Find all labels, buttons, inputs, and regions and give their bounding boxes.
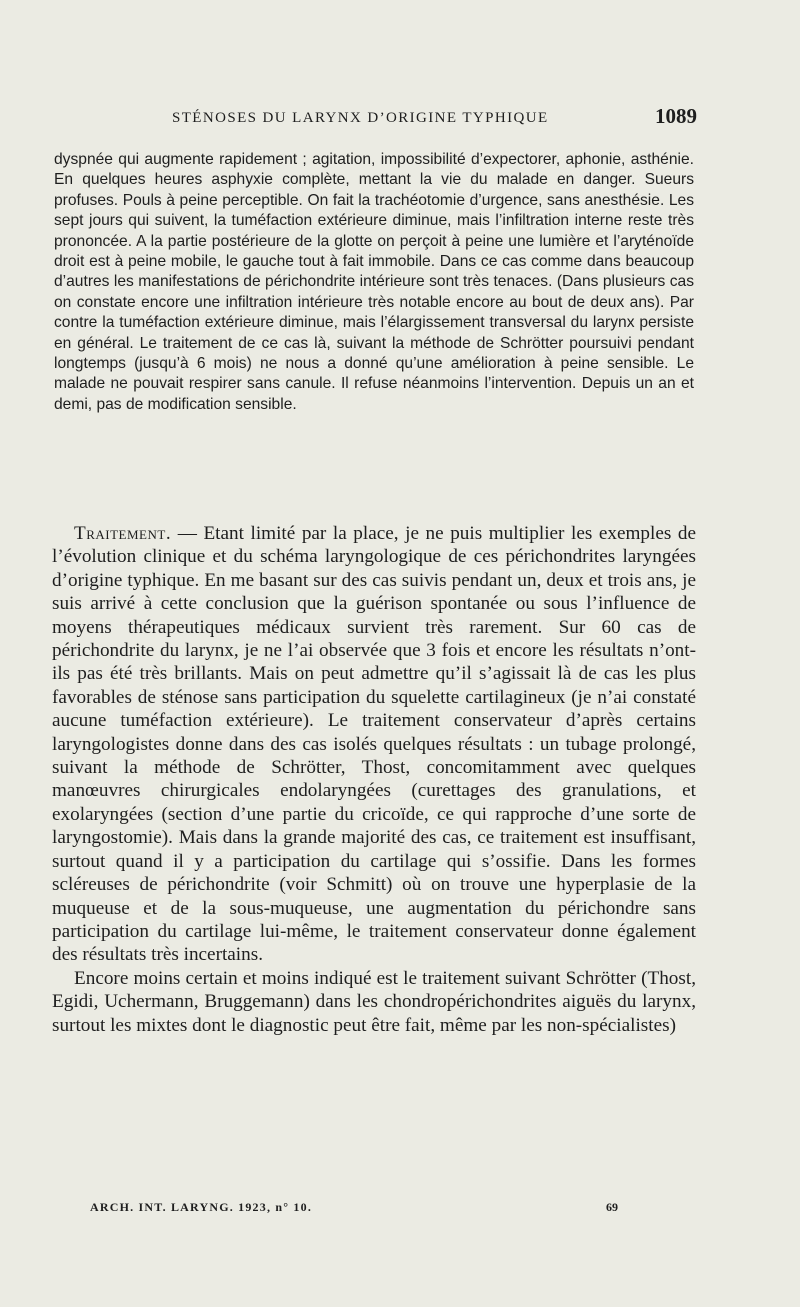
page-number: 1089 [655,104,697,128]
treatment-section [52,522,696,1037]
case-description [54,150,694,415]
page-footer [90,1200,630,1220]
journal-reference: ARCH. INT. LARYNG. 1923, n° 10. [90,1200,313,1214]
treatment-paragraph-1 [52,522,696,967]
section-heading: Traitement. [74,523,172,544]
case-paragraph: dyspnée qui augmente rapidement ; agitation, impossibilité d’expectorer, aphonie, asthénie. En quelques heures asphyxie complète, mettant la vie du malade en danger. Sueurs profuses. Pouls à peine perceptible. On fait la trachéotomie d’urgence, sans anesthésie. Les sept jours qui suivent, la tuméfaction extérieure diminue, mais l’infiltration interne reste très prononcée. A la partie postérieure de la glotte on perçoit à peine une lumière et l’aryténoïde droit est à peine mobile, le gauche tout à fait immobile. Dans ce cas comme dans beaucoup d’autres les manifestations de périchondrite intérieure sont très tenaces. (Dans plusieurs cas on constate encore une infiltration intérieure très notable encore au bout de deux ans). Par contre la tuméfaction extérieure diminue, mais l’élargissement transversal du larynx persiste en général. Le traitement de ce cas là, suivant la méthode de Schrötter poursuivi pendant longtemps (jusqu’à 6 mois) ne nous a donné qu’une amélioration à peine sensible. Le malade ne pouvait respirer sans canule. Il refuse néanmoins l’intervention. Depuis un an et demi, pas de modification sensible. [54,151,694,413]
page-header [172,104,697,132]
signature-mark: 69 [606,1200,618,1214]
treatment-paragraph-1-text: — Etant limité par la place, je ne puis multiplier les exemples de l’évolution clinique et du schéma laryngologique de ces périchondrites laryngées d’origine typhique. En me basant sur des cas suivis pendant un, deux et trois ans, je suis arrivé à cette conclusion que la guérison spontanée ou sous l’influence de moyens thérapeutiques médicaux survient très rarement. Sur 60 cas de périchondrite du larynx, je ne l’ai observée que 3 fois et encore les résultats n’ont-ils pas été très brillants. Mais on peut admettre qu’il s’agissait là de cas les plus favorables de sténose sans participation du squelette cartilagineux (je n’ai constaté aucune tuméfaction extérieure). Le traitement conservateur d’après certains laryngologistes donne dans des cas isolés quelques résultats : un tubage prolongé, suivant la méthode de Schrötter, Thost, concomitamment avec quelques manœuvres chirurgicales endolaryngées (curettages des granulations, et exolaryngées (section d’une partie du cricoïde, ce qui rapproche d’une sorte de laryngostomie). Mais dans la grande majorité des cas, ce traitement est insuffisant, surtout quand il y a participation du cartilage qui s’ossifie. Dans les formes scléreuses de périchondrite (voir Schmitt) où on trouve une hyperplasie de la muqueuse et de la sous-muqueuse, une augmentation du périchondre sans participation du cartilage lui-même, le traitement conservateur donne également des résultats très incertains. [52,523,696,966]
treatment-paragraph-2: Encore moins certain et moins indiqué est le traitement suivant Schrötter (Thost, Egidi, Uchermann, Bruggemann) dans les chondropérichondrites aiguës du larynx, surtout les mixtes dont le diagnostic peut être fait, même par les non-spécialistes) [52,967,696,1036]
running-title: STÉNOSES DU LARYNX D’ORIGINE TYPHIQUE [172,110,549,126]
